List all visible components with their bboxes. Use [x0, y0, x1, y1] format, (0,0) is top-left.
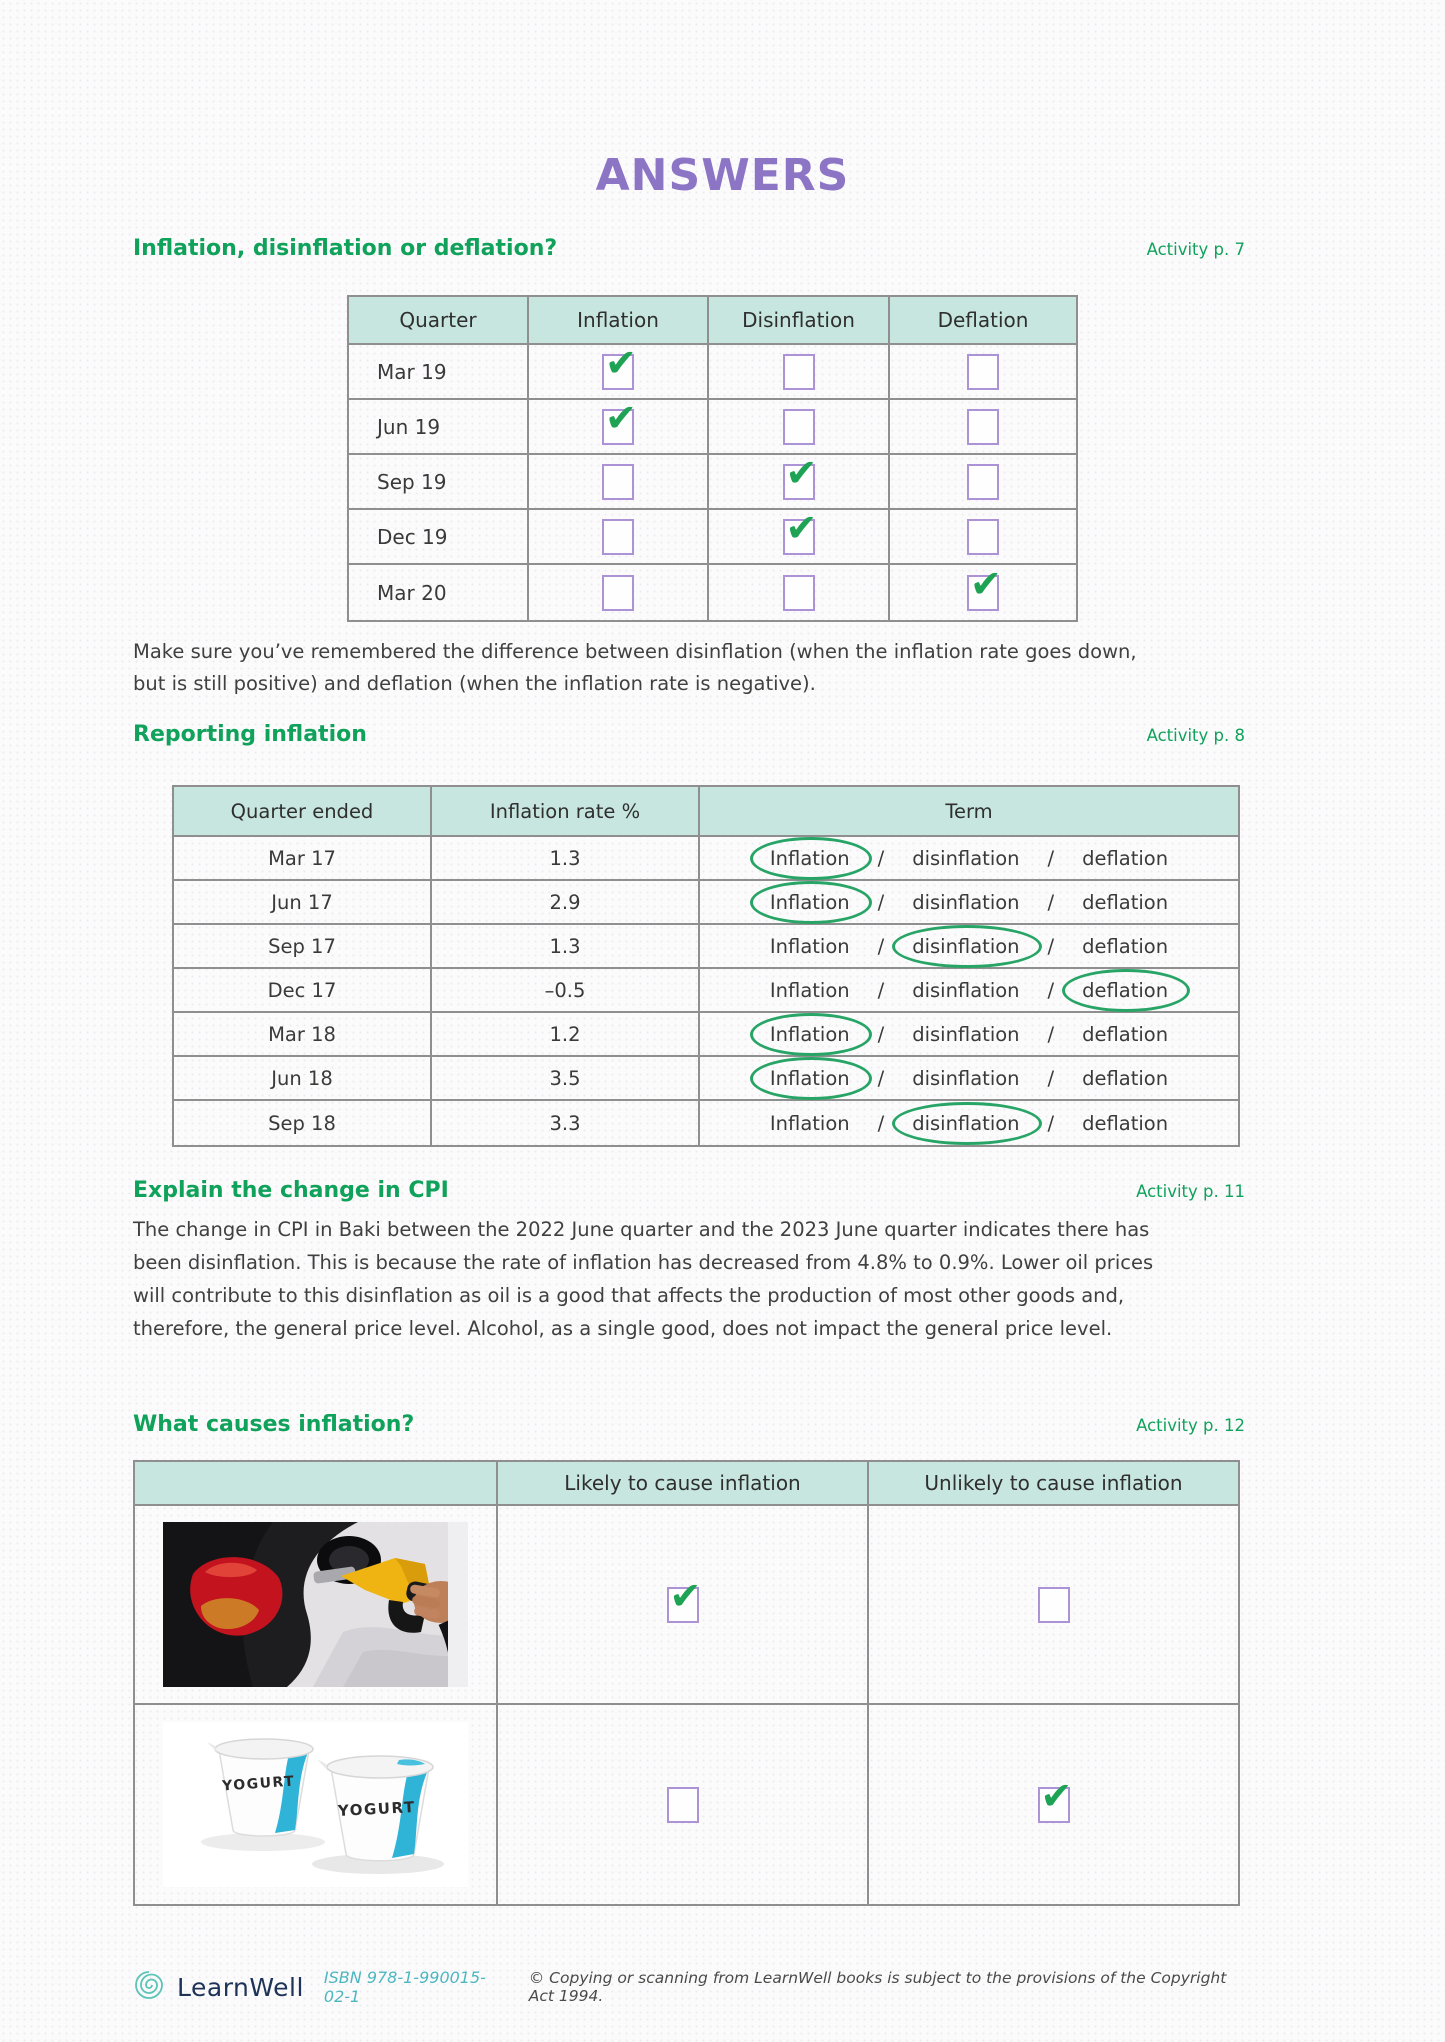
checkbox[interactable]	[602, 464, 634, 500]
term-option	[766, 847, 854, 870]
cpi-answer-paragraph: The change in CPI in Baki between the 2022 June quarter and the 2023 June quarter indicates there has been disinflation. This is because the rate of inflation has decreased from 4.8% to 0.9%. Lower oil prices will contribute to this disinflation as oil is a good that affects the production of most other goods and, therefore, the general price level. Alcohol, as a single good, does not impact the general price level.	[133, 1218, 1154, 1340]
term-option	[908, 891, 1023, 914]
checkbox-cell	[529, 455, 709, 510]
checkbox[interactable]	[667, 1573, 702, 1623]
checkbox[interactable]	[783, 575, 815, 611]
column-header: Term	[700, 787, 1238, 837]
copyright-text: © Copying or scanning from LearnWell books is subject to the provisions of the Copyright Act 1994.	[528, 1969, 1227, 2005]
checkbox-cell	[890, 510, 1076, 565]
term-cell	[700, 925, 1238, 969]
term-separator: /	[1047, 1066, 1055, 1090]
term-option	[766, 1067, 854, 1090]
term-option	[908, 1112, 1023, 1135]
term-option	[766, 1023, 854, 1046]
term-cell	[700, 1013, 1238, 1057]
column-header: Unlikely to cause inflation	[869, 1462, 1238, 1506]
check-icon: ✔	[605, 395, 637, 440]
checkbox-cell	[498, 1705, 869, 1904]
term-label: disinflation	[912, 1066, 1020, 1090]
term-label: Inflation	[769, 1022, 850, 1046]
checkbox[interactable]	[602, 575, 634, 611]
checkbox[interactable]	[1038, 1587, 1070, 1623]
term-label: deflation	[1082, 934, 1169, 958]
term-cell	[700, 881, 1238, 925]
quarter-cell: Dec 19	[349, 510, 529, 565]
term-label: disinflation	[912, 890, 1020, 914]
term-option	[1078, 979, 1172, 1002]
column-header: Inflation	[529, 297, 709, 345]
term-label: Inflation	[769, 934, 850, 958]
term-option	[908, 847, 1023, 870]
checkbox-cell	[709, 345, 890, 400]
checkbox[interactable]	[602, 519, 634, 555]
term-label: deflation	[1082, 978, 1169, 1002]
rate-cell: 1.2	[432, 1013, 700, 1057]
checkbox[interactable]	[967, 354, 999, 390]
section-2-heading-row	[133, 722, 1245, 747]
term-separator: /	[1047, 1022, 1055, 1046]
checkbox-cell	[529, 565, 709, 620]
term-label: deflation	[1082, 1022, 1169, 1046]
term-separator: /	[877, 978, 885, 1002]
column-header: Inflation rate %	[432, 787, 700, 837]
check-icon: ✔	[970, 561, 1002, 606]
checkbox-cell	[890, 345, 1076, 400]
checkbox-cell	[529, 340, 709, 400]
checkbox-cell	[709, 400, 890, 455]
term-label: Inflation	[769, 846, 850, 870]
page-footer	[133, 1968, 1245, 2006]
checkbox-cell	[529, 395, 709, 455]
term-cell	[700, 1101, 1238, 1145]
quarter-cell: Sep 17	[174, 925, 432, 969]
checkbox[interactable]	[967, 561, 1002, 611]
term-option	[1078, 847, 1172, 870]
checkbox[interactable]	[602, 340, 637, 390]
term-label: disinflation	[912, 1111, 1020, 1135]
checkbox-cell	[890, 400, 1076, 455]
note-paragraph: Make sure you’ve remembered the difference between disinflation (when the inflation rate goes down, but is still positive) and deflation (when the inflation rate is negative).	[133, 640, 1137, 695]
check-icon: ✔	[669, 1573, 702, 1618]
section-3-heading-row	[133, 1178, 1245, 1203]
image-cell	[135, 1705, 498, 1904]
quarter-cell: Jun 18	[174, 1057, 432, 1101]
section-4-heading-row	[133, 1412, 1245, 1437]
term-option	[766, 979, 854, 1002]
term-separator: /	[1047, 890, 1055, 914]
reporting-inflation-table	[172, 785, 1240, 1147]
quarter-cell: Mar 20	[349, 565, 529, 620]
column-header: Disinflation	[709, 297, 890, 345]
checkbox[interactable]	[783, 450, 818, 500]
checkbox[interactable]	[602, 395, 637, 445]
check-icon: ✔	[605, 340, 637, 385]
causes-inflation-table	[133, 1460, 1240, 1906]
quarter-cell: Mar 17	[174, 837, 432, 881]
yogurt-cups-photo	[163, 1722, 468, 1887]
term-label: disinflation	[912, 978, 1020, 1002]
term-cell	[700, 1057, 1238, 1101]
checkbox[interactable]	[967, 519, 999, 555]
term-option	[908, 1067, 1023, 1090]
checkbox-cell	[709, 565, 890, 620]
term-cell	[700, 969, 1238, 1013]
term-option	[908, 935, 1023, 958]
quarter-cell: Mar 19	[349, 345, 529, 400]
term-option	[766, 891, 854, 914]
checkbox[interactable]	[667, 1787, 699, 1823]
column-header	[135, 1462, 498, 1506]
term-label: Inflation	[769, 1066, 850, 1090]
quarter-cell: Mar 18	[174, 1013, 432, 1057]
term-separator: /	[877, 846, 885, 870]
term-separator: /	[877, 890, 885, 914]
checkbox-cell	[709, 450, 890, 510]
term-separator: /	[877, 1111, 885, 1135]
rate-cell: 3.5	[432, 1057, 700, 1101]
section-2-heading: Reporting inflation	[133, 722, 367, 747]
term-option	[1078, 935, 1172, 958]
quarter-cell: Sep 18	[174, 1101, 432, 1145]
section-3-heading: Explain the change in CPI	[133, 1178, 449, 1203]
term-option	[1078, 1112, 1172, 1135]
quarter-cell: Sep 19	[349, 455, 529, 510]
quarter-cell: Jun 17	[174, 881, 432, 925]
inflation-classification-table	[347, 295, 1078, 622]
term-separator: /	[1047, 934, 1055, 958]
term-label: deflation	[1082, 846, 1169, 870]
term-label: Inflation	[769, 978, 850, 1002]
page-title: ANSWERS	[595, 150, 850, 201]
term-separator: /	[877, 1066, 885, 1090]
petrol-nozzle-photo	[163, 1522, 468, 1687]
section-4-heading: What causes inflation?	[133, 1412, 415, 1437]
quarter-cell: Dec 17	[174, 969, 432, 1013]
checkbox-cell	[890, 455, 1076, 510]
section-2-activity-ref: Activity p. 8	[1146, 726, 1245, 745]
checkbox-cell	[869, 1705, 1238, 1904]
checkbox-cell	[869, 1506, 1238, 1705]
checkbox-cell	[890, 561, 1076, 620]
checkbox[interactable]	[783, 354, 815, 390]
term-option	[766, 935, 854, 958]
checkbox-cell	[529, 510, 709, 565]
term-option	[908, 1023, 1023, 1046]
quarter-cell: Jun 19	[349, 400, 529, 455]
term-separator: /	[1047, 978, 1055, 1002]
column-header: Likely to cause inflation	[498, 1462, 869, 1506]
rate-cell: –0.5	[432, 969, 700, 1013]
term-label: Inflation	[769, 890, 850, 914]
rate-cell: 3.3	[432, 1101, 700, 1145]
term-option	[766, 1112, 854, 1135]
term-label: disinflation	[912, 846, 1020, 870]
check-icon: ✔	[785, 450, 818, 495]
image-cell	[135, 1506, 498, 1705]
term-label: Inflation	[769, 1111, 850, 1135]
term-label: deflation	[1082, 1111, 1169, 1135]
term-separator: /	[877, 1022, 885, 1046]
term-label: deflation	[1082, 1066, 1169, 1090]
column-header: Quarter	[349, 297, 529, 345]
section-1-activity-ref: Activity p. 7	[1146, 240, 1245, 259]
checkbox[interactable]	[967, 464, 999, 500]
isbn-text: ISBN 978-1-990015-02-1	[323, 1968, 486, 2006]
brand-name: LearnWell	[177, 1972, 304, 2002]
checkbox[interactable]	[783, 409, 815, 445]
term-label: disinflation	[912, 934, 1020, 958]
check-icon: ✔	[785, 505, 818, 550]
term-option	[1078, 1067, 1172, 1090]
term-separator: /	[1047, 846, 1055, 870]
term-cell	[700, 837, 1238, 881]
rate-cell: 2.9	[432, 881, 700, 925]
section-3-activity-ref: Activity p. 11	[1136, 1182, 1245, 1201]
term-label: deflation	[1082, 890, 1169, 914]
term-option	[1078, 891, 1172, 914]
yogurt-label: YOGURT	[337, 1797, 416, 1821]
yogurt-label: YOGURT	[221, 1773, 296, 1795]
term-separator: /	[877, 934, 885, 958]
checkbox-cell	[709, 505, 890, 565]
term-option	[1078, 1023, 1172, 1046]
checkbox[interactable]	[967, 409, 999, 445]
checkbox[interactable]	[1038, 1773, 1073, 1823]
term-option	[908, 979, 1023, 1002]
term-separator: /	[1047, 1111, 1055, 1135]
rate-cell: 1.3	[432, 925, 700, 969]
column-header: Deflation	[890, 297, 1076, 345]
term-label: disinflation	[912, 1022, 1020, 1046]
check-icon: ✔	[1040, 1773, 1073, 1818]
rate-cell: 1.3	[432, 837, 700, 881]
section-1-heading: Inflation, disinflation or deflation?	[133, 236, 558, 261]
section-4-activity-ref: Activity p. 12	[1136, 1416, 1245, 1435]
column-header: Quarter ended	[174, 787, 432, 837]
checkbox[interactable]	[783, 505, 818, 555]
section-1-heading-row	[133, 236, 1245, 261]
checkbox-cell	[498, 1506, 869, 1705]
learnwell-logo-icon	[133, 1969, 165, 2005]
